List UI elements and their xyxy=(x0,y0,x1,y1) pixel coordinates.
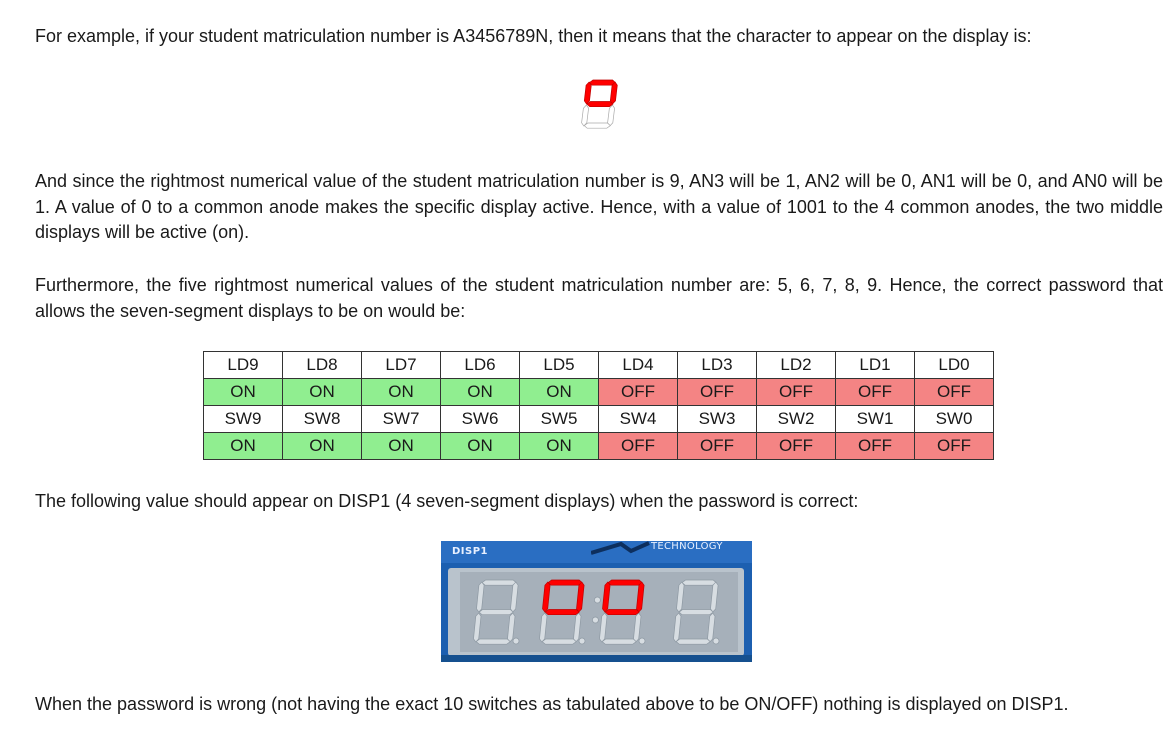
display-digit-4 xyxy=(674,580,720,644)
brand-logo-icon xyxy=(591,541,651,555)
led-label-row xyxy=(204,352,994,379)
intro-paragraph: For example, if your student matriculation number is A3456789N, then it means that the character to appear on the display is: xyxy=(35,26,1032,46)
label-cell: LD9 xyxy=(204,352,283,379)
wrong-password-paragraph: When the password is wrong (not having the exact 10 switches as tabulated above to be ON/OFF) nothing is displayed on DISP1. xyxy=(35,694,1069,714)
switch-state-row xyxy=(204,433,994,460)
segment-d xyxy=(584,123,610,128)
display-module xyxy=(448,568,744,656)
switch-label-row xyxy=(204,406,994,433)
label-cell: SW4 xyxy=(599,406,678,433)
segment-a xyxy=(548,580,582,585)
decimal-point xyxy=(513,638,519,644)
example-seven-segment-digit xyxy=(570,76,622,132)
label-cell: SW3 xyxy=(678,406,757,433)
state-cell: ON xyxy=(362,433,441,460)
board-bottom-strip xyxy=(441,655,752,662)
label-cell: LD4 xyxy=(599,352,678,379)
label-cell: SW1 xyxy=(836,406,915,433)
segment-b xyxy=(711,582,719,612)
state-cell: ON xyxy=(283,379,362,406)
password-table xyxy=(203,351,994,460)
state-cell: ON xyxy=(520,379,599,406)
segment-b xyxy=(637,582,645,612)
segment-e xyxy=(540,613,548,642)
label-cell: SW0 xyxy=(915,406,994,433)
state-cell: OFF xyxy=(915,433,994,460)
segment-e xyxy=(600,613,608,642)
display-digit-2 xyxy=(540,580,586,644)
segment-g xyxy=(587,102,613,107)
segment-f xyxy=(584,82,591,104)
colon-dot xyxy=(592,617,598,623)
segment-g xyxy=(605,610,639,615)
segment-f xyxy=(543,582,551,612)
segment-c xyxy=(634,613,642,642)
state-cell: OFF xyxy=(836,433,915,460)
label-cell: LD6 xyxy=(441,352,520,379)
display-face xyxy=(460,572,738,652)
segment-g xyxy=(679,610,713,615)
segment-a xyxy=(608,580,642,585)
brand-text: TECHNOLOGY xyxy=(651,541,723,552)
led-state-row xyxy=(204,379,994,406)
segment-a xyxy=(589,80,615,85)
state-cell: OFF xyxy=(599,433,678,460)
segment-e xyxy=(474,613,482,642)
segment-a xyxy=(482,580,516,585)
decimal-point xyxy=(713,638,719,644)
label-cell: LD2 xyxy=(757,352,836,379)
decimal-point xyxy=(579,638,585,644)
segment-g xyxy=(479,610,513,615)
password-paragraph: Furthermore, the five rightmost numerical values of the student matriculation number are: 5, 6, 7, 8, 9. Hence, the correct password that allows the seven-segment displays to be on would be: xyxy=(35,275,1163,321)
label-cell: SW5 xyxy=(520,406,599,433)
segment-b xyxy=(577,582,585,612)
anode-paragraph: And since the rightmost numerical value of the student matriculation number is 9, AN3 will be 1, AN2 will be 0, AN1 will be 0, and AN0 will be 1. A value of 0 to a common anode makes the specific display active. Hence, with a value of 1001 to the 4 common anodes, the two middle displays will be active (on). xyxy=(35,171,1163,242)
label-cell: LD8 xyxy=(283,352,362,379)
label-cell: LD7 xyxy=(362,352,441,379)
state-cell: OFF xyxy=(599,379,678,406)
state-cell: OFF xyxy=(757,379,836,406)
label-cell: SW6 xyxy=(441,406,520,433)
state-cell: OFF xyxy=(836,379,915,406)
state-cell: ON xyxy=(283,433,362,460)
state-cell: ON xyxy=(204,379,283,406)
segment-f xyxy=(603,582,611,612)
state-cell: OFF xyxy=(678,379,757,406)
state-cell: OFF xyxy=(757,433,836,460)
segment-d xyxy=(542,639,576,644)
segment-c xyxy=(708,613,716,642)
segment-f xyxy=(477,582,485,612)
display-digit-3 xyxy=(600,580,646,644)
label-cell: SW2 xyxy=(757,406,836,433)
state-cell: ON xyxy=(441,379,520,406)
label-cell: LD3 xyxy=(678,352,757,379)
state-cell: ON xyxy=(441,433,520,460)
label-cell: SW9 xyxy=(204,406,283,433)
decimal-point xyxy=(639,638,645,644)
display-intro-paragraph: The following value should appear on DISP1 (4 seven-segment displays) when the password is correct: xyxy=(35,491,859,511)
state-cell: ON xyxy=(362,379,441,406)
label-cell: LD0 xyxy=(915,352,994,379)
label-cell: SW8 xyxy=(283,406,362,433)
label-cell: SW7 xyxy=(362,406,441,433)
disp1-label: DISP1 xyxy=(452,546,489,557)
segment-d xyxy=(476,639,510,644)
segment-d xyxy=(676,639,710,644)
segment-c xyxy=(608,105,615,126)
label-cell: LD5 xyxy=(520,352,599,379)
state-cell: ON xyxy=(520,433,599,460)
segment-a xyxy=(682,580,716,585)
state-cell: OFF xyxy=(678,433,757,460)
basys-board-photo xyxy=(441,541,752,662)
segment-d xyxy=(602,639,636,644)
segment-f xyxy=(677,582,685,612)
state-cell: OFF xyxy=(915,379,994,406)
segment-c xyxy=(574,613,582,642)
segment-c xyxy=(508,613,516,642)
segment-e xyxy=(674,613,682,642)
display-digit-1 xyxy=(474,580,520,644)
example-digit-segments xyxy=(582,80,618,128)
state-cell: ON xyxy=(204,433,283,460)
colon-dot xyxy=(594,597,600,603)
segment-g xyxy=(545,610,579,615)
four-digit-display xyxy=(460,572,738,652)
label-cell: LD1 xyxy=(836,352,915,379)
segment-b xyxy=(511,582,519,612)
